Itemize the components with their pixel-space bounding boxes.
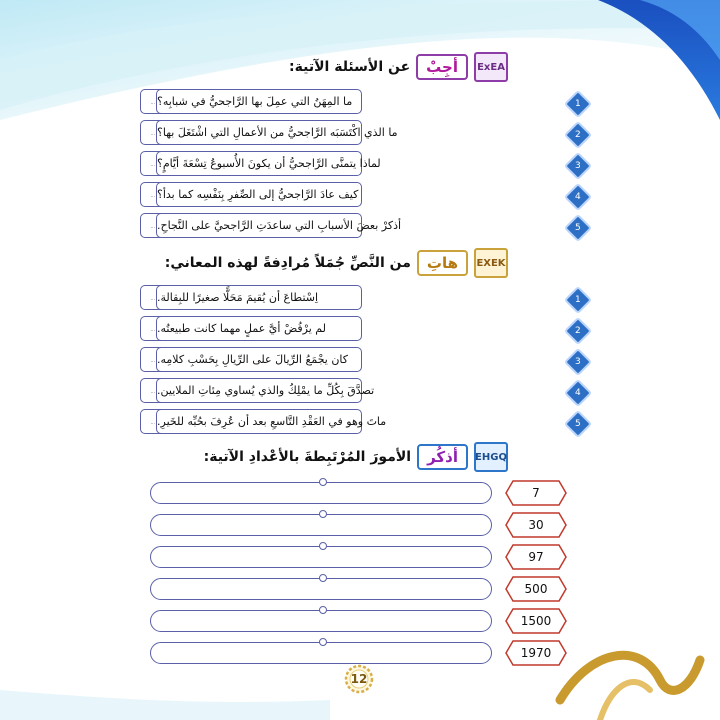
section2-instruction-word: هاتِ — [417, 250, 468, 276]
section2-title: من النَّصِّ جُمَلاً مُرادِفةً لهذه المعاني: — [164, 255, 411, 271]
section3-header — [204, 442, 508, 472]
question-row — [0, 120, 720, 147]
exercise-icon: EHGQ — [474, 442, 508, 472]
number-label: 1970 — [505, 640, 567, 666]
answer-field[interactable] — [150, 482, 492, 504]
question-number-badge: 5 — [564, 410, 592, 438]
question-number-badge: 5 — [564, 214, 592, 242]
question-row — [0, 409, 720, 436]
question-number-badge: 4 — [564, 183, 592, 211]
section1-title: عن الأسئلة الآتية: — [289, 59, 411, 75]
number-label: 97 — [505, 544, 567, 570]
number-row — [0, 576, 720, 604]
exercise-icon: EXEK — [474, 248, 508, 278]
question-row — [0, 316, 720, 343]
number-label: 500 — [505, 576, 567, 602]
question-number-badge: 1 — [564, 90, 592, 118]
exercise-icon: ExEA — [474, 52, 508, 82]
page-number: 12 — [336, 664, 382, 694]
question-number-badge: 4 — [564, 379, 592, 407]
section3-instruction-word: أذكُر — [417, 444, 468, 470]
number-label: 7 — [505, 480, 567, 506]
question-row — [0, 285, 720, 312]
question-text: كيف عادَ الرَّاجحيُّ إلى الصِّفرِ بِنَفْسِه كما بدأ؟ — [156, 182, 362, 207]
answer-field[interactable] — [150, 514, 492, 536]
question-number-badge: 2 — [564, 121, 592, 149]
question-text: لم يرْفُضْ أيَّ عملٍ مهما كانت طبيعتُه. — [156, 316, 362, 341]
question-row — [0, 89, 720, 116]
question-number-badge: 3 — [564, 348, 592, 376]
number-label: 30 — [505, 512, 567, 538]
number-label: 1500 — [505, 608, 567, 634]
question-row — [0, 213, 720, 240]
section3-title: الأمورَ المُرْتَبِطةَ بالأعْدادِ الآتية: — [203, 449, 412, 465]
answer-field[interactable] — [150, 546, 492, 568]
question-row — [0, 151, 720, 178]
question-number-badge: 3 — [564, 152, 592, 180]
question-number-badge: 1 — [564, 286, 592, 314]
answer-field[interactable] — [150, 610, 492, 632]
question-row — [0, 347, 720, 374]
question-text: ما الذي اكْتَسَبَه الرَّاجحيُّ من الأعمالِ التي اشْتَغَلَ بها؟ — [156, 120, 362, 145]
number-row — [0, 512, 720, 540]
question-number-badge: 2 — [564, 317, 592, 345]
question-text: ماتَ وهو في العَقْدِ التَّاسعِ بعد أن عُرِفَ بحُبِّه للخَيرِ. — [156, 409, 362, 434]
answer-field[interactable] — [150, 578, 492, 600]
question-text: لماذا يتمنَّى الرَّاجحيُّ أن يكونَ الأُسبوعُ تِسْعَةَ أيَّامٍ؟ — [156, 151, 362, 176]
section2-header — [165, 248, 508, 278]
question-row — [0, 182, 720, 209]
number-row — [0, 480, 720, 508]
answer-field[interactable] — [150, 642, 492, 664]
question-row — [0, 378, 720, 405]
question-text: أذكرْ بعضَ الأسبابِ التي ساعدَتِ الرَّاجحيَّ على النَّجاحِ. — [156, 213, 362, 238]
question-text: اِسْتطاعَ أن يُقيمَ مَحَلًّا صغيرًا للبِقالة. — [156, 285, 362, 310]
section1-header — [289, 52, 508, 82]
question-text: ما المِهَنُ التي عمِلَ بها الرَّاجحيُّ في شبابِه؟ — [156, 89, 362, 114]
number-row — [0, 544, 720, 572]
section1-instruction-word: أجِبْ — [416, 54, 468, 80]
question-text: تصدَّقَ بِكُلِّ ما يمْلِكُ والذي يُساوي مِئاتِ الملايين. — [156, 378, 362, 403]
number-row — [0, 608, 720, 636]
question-text: كان يجْمَعُ الرِّيالَ على الرِّيالِ بِحَسْبِ كلامِه. — [156, 347, 362, 372]
